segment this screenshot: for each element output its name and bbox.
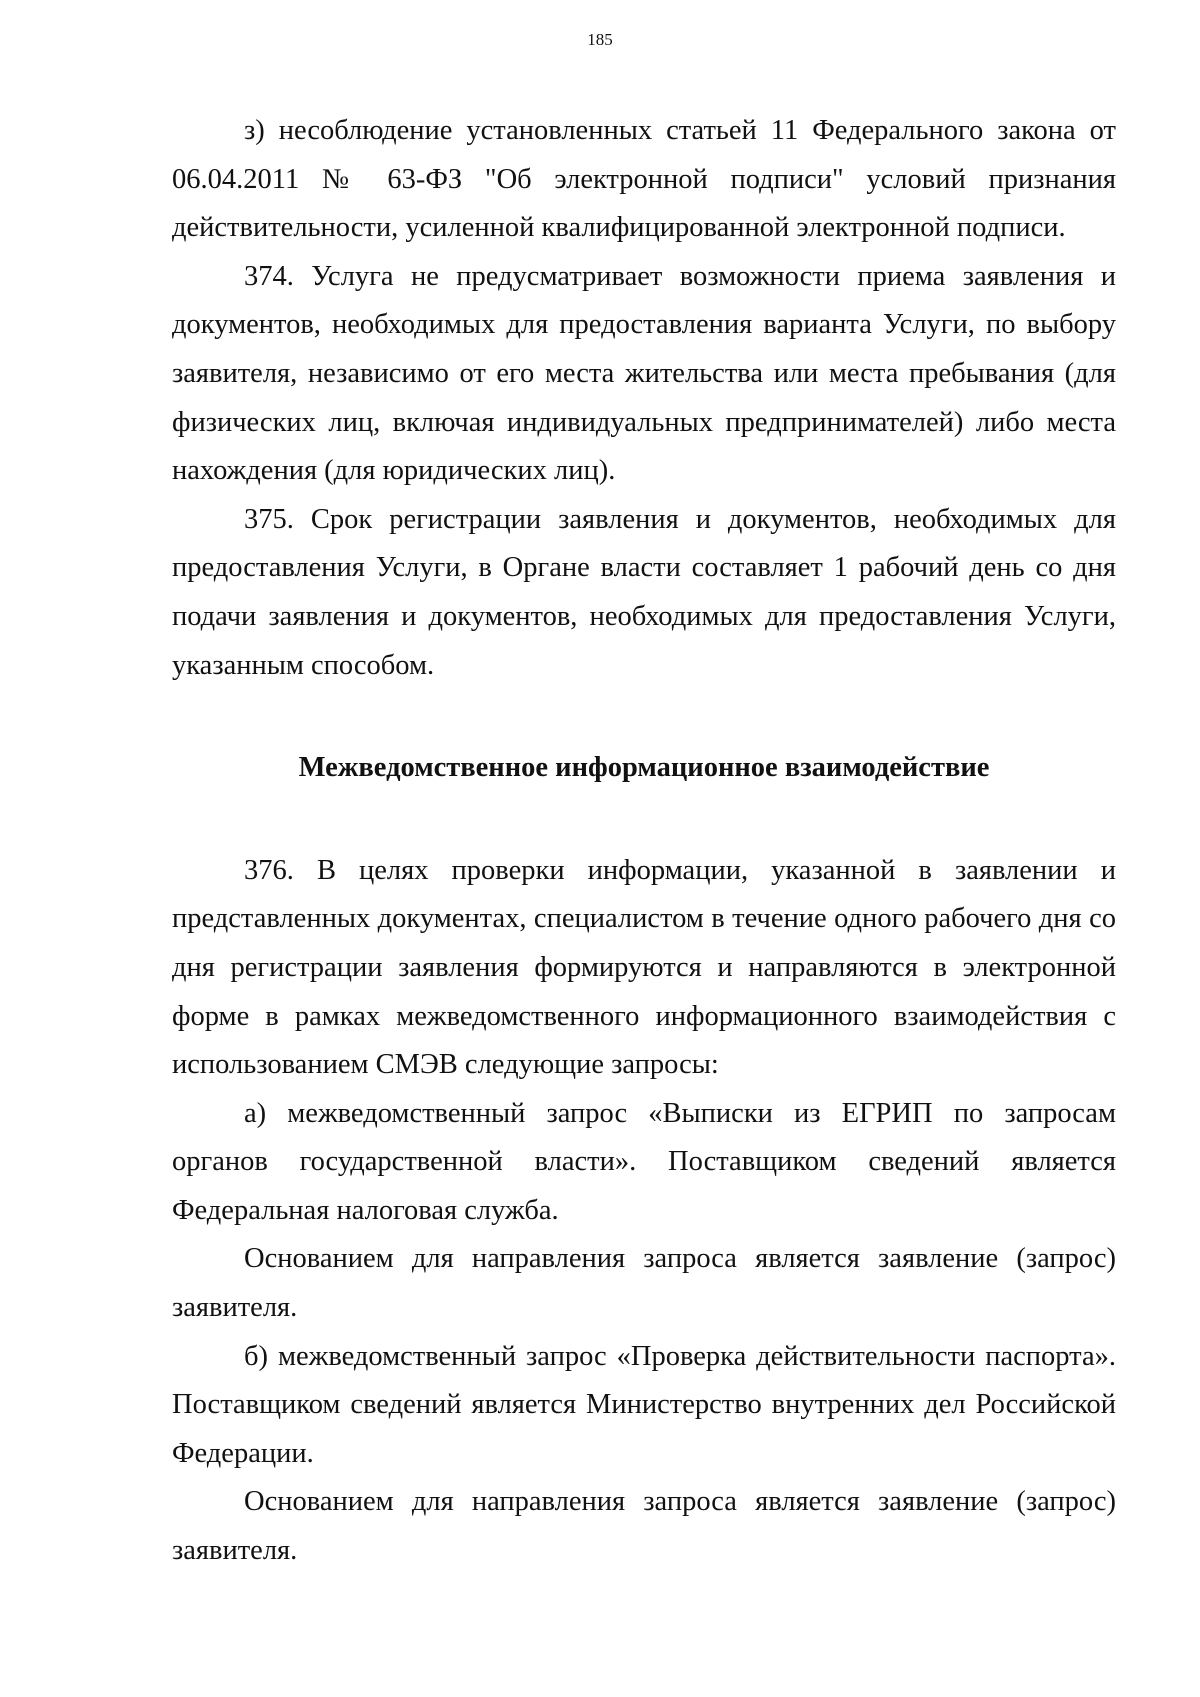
paragraph-request-b: б) межведомственный запрос «Проверка действительности паспорта». Поставщиком сведений является Министерство внутренних дел Российской Федерации.	[172, 1340, 1116, 1469]
paragraph-374: 374. Услуга не предусматривает возможности приема заявления и документов, необходимых для предоставления варианта Услуги, по выбору заявителя, независимо от его места жительства или места пребывания (для физических лиц, включая индивидуальных предпринимателей) либо места нахождения (для юридических лиц).	[172, 260, 1116, 487]
paragraph-basis-a: Основанием для направления запроса является заявление (запрос) заявителя.	[172, 1243, 1116, 1324]
paragraph-376: 376. В целях проверки информации, указанной в заявлении и представленных документах, специалистом в течение одного рабочего дня со дня регистрации заявления формируются и направляются в электронной форме в рамках межведомственного информационного взаимодействия с использованием СМЭВ следующие запросы:	[172, 854, 1116, 1081]
page-number: 185	[587, 30, 613, 49]
section-heading: Межведомственное информационное взаимодействие	[298, 752, 990, 784]
document-body	[172, 107, 1116, 1576]
paragraph-request-a: а) межведомственный запрос «Выписки из ЕГРИП по запросам органов государственной власти». Поставщиком сведений является Федеральная налоговая служба.	[172, 1097, 1116, 1226]
paragraph-item-z: з) несоблюдение установленных статьей 11 Федерального закона от 06.04.2011 № 63-ФЗ "Об электронной подписи" условий признания действительности, усиленной квалифицированной электронной подписи.	[172, 115, 1116, 244]
paragraph-basis-b: Основанием для направления запроса является заявление (запрос) заявителя.	[172, 1486, 1116, 1567]
paragraph-375: 375. Срок регистрации заявления и документов, необходимых для предоставления Услуги, в Органе власти составляет 1 рабочий день со дня подачи заявления и документов, необходимых для предоставления Услуги, указанным способом.	[172, 503, 1116, 681]
